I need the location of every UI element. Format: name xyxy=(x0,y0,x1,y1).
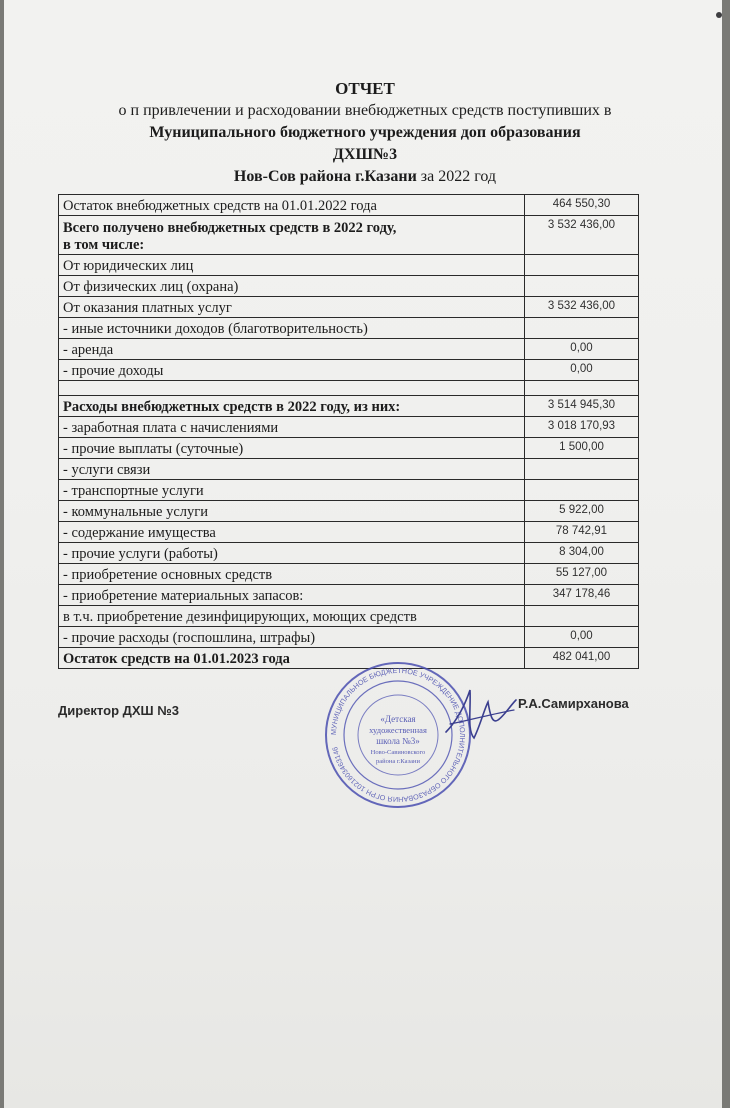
row-amount: 0,00 xyxy=(525,339,639,360)
report-table xyxy=(58,194,639,669)
table-row xyxy=(59,480,639,501)
row-label: - приобретение материальных запасов: xyxy=(59,585,525,606)
row-label: Остаток внебюджетных средств на 01.01.2022 года xyxy=(59,195,525,216)
row-amount: 8 304,00 xyxy=(525,543,639,564)
row-label: От юридических лиц xyxy=(59,255,525,276)
row-label: - аренда xyxy=(59,339,525,360)
table-row xyxy=(59,276,639,297)
director-label: Директор ДХШ №3 xyxy=(58,703,179,718)
row-label: в т.ч. приобретение дезинфицирующих, моющих средств xyxy=(59,606,525,627)
row-amount: 482 041,00 xyxy=(525,648,639,669)
table-row xyxy=(59,381,639,396)
stamp-center-line: «Детская xyxy=(380,714,416,724)
row-label: От физических лиц (охрана) xyxy=(59,276,525,297)
report-title: ОТЧЕТ xyxy=(335,79,395,98)
row-label: - прочие услуги (работы) xyxy=(59,543,525,564)
row-label: Всего получено внебюджетных средств в 2022 году, в том числе: xyxy=(59,216,525,255)
row-amount: 464 550,30 xyxy=(525,195,639,216)
table-row xyxy=(59,501,639,522)
table-row xyxy=(59,606,639,627)
row-label: - заработная плата с начислениями xyxy=(59,417,525,438)
row-amount: 0,00 xyxy=(525,627,639,648)
row-amount: 3 532 436,00 xyxy=(525,216,639,255)
row-amount: 55 127,00 xyxy=(525,564,639,585)
row-label: Остаток средств на 01.01.2023 года xyxy=(59,648,525,669)
row-label: - прочие доходы xyxy=(59,360,525,381)
stamp-center-line: Ново-Савиновского xyxy=(370,749,426,756)
table-row xyxy=(59,360,639,381)
table-row xyxy=(59,459,639,480)
row-label: От оказания платных услуг xyxy=(59,297,525,318)
table-row xyxy=(59,564,639,585)
row-amount: 347 178,46 xyxy=(525,585,639,606)
row-label: Расходы внебюджетных средств в 2022 году, из них: xyxy=(59,396,525,417)
handwritten-signature xyxy=(440,680,520,750)
table-row xyxy=(59,195,639,216)
row-amount: 3 018 170,93 xyxy=(525,417,639,438)
row-amount: 3 514 945,30 xyxy=(525,396,639,417)
stamp-ring-text: МУНИЦИПАЛЬНОЕ БЮДЖЕТНОЕ УЧРЕЖДЕНИЕ ДОПОЛНИТЕЛЬНОГО ОБРАЗОВАНИЯ ОГРН 1021603463146 xyxy=(328,665,468,805)
row-label: - прочие выплаты (суточные) xyxy=(59,438,525,459)
row-amount xyxy=(525,255,639,276)
stamp-center-line: школа №3» xyxy=(376,736,420,746)
row-amount: 1 500,00 xyxy=(525,438,639,459)
row-amount xyxy=(525,459,639,480)
table-row xyxy=(59,396,639,417)
row-label: - транспортные услуги xyxy=(59,480,525,501)
table-row xyxy=(59,522,639,543)
table-row xyxy=(59,297,639,318)
table-row xyxy=(59,318,639,339)
row-amount xyxy=(525,480,639,501)
report-period: за 2022 год xyxy=(416,168,497,185)
institution-name: Муниципального бюджетного учреждения доп образования xyxy=(149,124,581,141)
row-label xyxy=(59,381,525,396)
district-name: Нов-Сов района г.Казани xyxy=(233,168,417,185)
row-amount xyxy=(525,381,639,396)
school-code: ДХШ№3 xyxy=(332,146,398,163)
row-amount xyxy=(525,276,639,297)
table-row xyxy=(59,543,639,564)
signer-name: Р.А.Самирханова xyxy=(518,696,629,711)
table-row xyxy=(59,255,639,276)
district-period xyxy=(0,166,730,188)
stamp-center-line: художественная xyxy=(369,725,427,735)
table-row xyxy=(59,585,639,606)
table-row xyxy=(59,339,639,360)
row-amount xyxy=(525,318,639,339)
table-row xyxy=(59,627,639,648)
row-amount xyxy=(525,606,639,627)
table-row xyxy=(59,216,639,255)
row-label: - иные источники доходов (благотворительность) xyxy=(59,318,525,339)
table-row xyxy=(59,417,639,438)
row-label: - прочие расходы (госпошлина, штрафы) xyxy=(59,627,525,648)
row-amount: 3 532 436,00 xyxy=(525,297,639,318)
row-label: - коммунальные услуги xyxy=(59,501,525,522)
stamp-center-line: района г.Казани xyxy=(376,758,420,765)
table-row xyxy=(59,438,639,459)
report-subtitle: о п привлечении и расходовании внебюджетных средств поступивших в xyxy=(118,102,612,119)
row-amount: 5 922,00 xyxy=(525,501,639,522)
row-amount: 78 742,91 xyxy=(525,522,639,543)
row-label: - приобретение основных средств xyxy=(59,564,525,585)
row-label: - содержание имущества xyxy=(59,522,525,543)
row-label: - услуги связи xyxy=(59,459,525,480)
camera-dot xyxy=(716,12,722,18)
row-amount: 0,00 xyxy=(525,360,639,381)
report-header xyxy=(0,78,730,188)
